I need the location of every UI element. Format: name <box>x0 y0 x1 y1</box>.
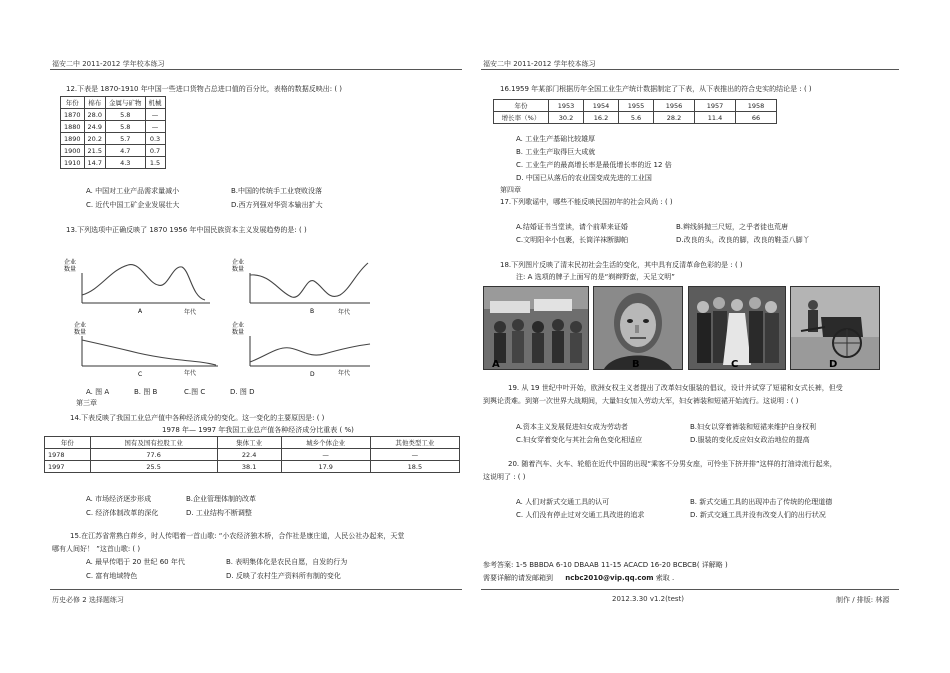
table-row <box>61 145 166 157</box>
photo-label: B <box>632 359 640 370</box>
table-cell: 17.9 <box>281 461 370 473</box>
q12-option-d: D.西方列强对华资本输出扩大 <box>231 201 323 209</box>
table-cell: — <box>145 109 165 121</box>
y-axis-label: 企业 <box>64 259 77 266</box>
table-cell: 1870 <box>61 109 85 121</box>
table-row <box>45 437 460 449</box>
table-cell: 城乡个体企业 <box>281 437 370 449</box>
table-row <box>494 112 777 124</box>
q19-option-c: C.妇女穿着变化与其社会角色变化相适应 <box>516 436 643 444</box>
trend-curve <box>250 344 370 362</box>
table-cell: 0.7 <box>145 145 165 157</box>
x-axis-label: 年代 <box>338 309 351 316</box>
table-cell: 1910 <box>61 157 85 169</box>
y-axis-label: 数量 <box>64 266 77 273</box>
table-cell: 其他类型工业 <box>370 437 459 449</box>
y-axis-label: 数量 <box>232 266 245 273</box>
table-cell: 1956 <box>654 100 695 112</box>
trend-curve <box>82 265 205 300</box>
q12-option-b: B.中国的传统手工业衰败没落 <box>231 187 323 195</box>
table-cell: 66 <box>736 112 777 124</box>
table-cell: 1953 <box>549 100 584 112</box>
table-cell: 年份 <box>494 100 549 112</box>
table-cell: 棉布 <box>84 97 105 109</box>
q18-stem: 18.下列图片反映了清末民初社会生活的变化，其中具有反清革命色彩的是 : ( ) <box>500 261 743 269</box>
chart-label: D <box>310 371 315 378</box>
q15-option-b: B. 表明集体化是农民自愿，自发的行为 <box>226 558 348 566</box>
q14-option-c: C. 经济体制改革的深化 <box>86 509 159 517</box>
table-cell: 5.6 <box>619 112 654 124</box>
footer-center: 2012.3.30 v1.2(test) <box>612 595 685 603</box>
table-cell: 22.4 <box>217 449 281 461</box>
q13-chart-a <box>60 255 220 315</box>
chapter-heading: 第四章 <box>500 186 521 194</box>
y-axis-label: 企业 <box>74 322 87 329</box>
photo-label: D <box>829 359 838 370</box>
q15-stem-line2: 哪有人间好！ ”这首山歌: ( ) <box>52 545 141 553</box>
q14-option-b: B.企业管理体制的改革 <box>186 495 257 503</box>
q13-option-d: D. 图 D <box>230 388 255 396</box>
table-cell: 24.9 <box>84 121 105 133</box>
table-cell: 16.2 <box>584 112 619 124</box>
footer-rule-left <box>50 589 462 590</box>
x-axis-label: 年代 <box>184 309 197 316</box>
table-cell: 1900 <box>61 145 85 157</box>
q15-stem-line1: 15.在江苏省常熟白茆乡，时人传唱着一首山歌: “小农经济独木桥，合作社是康庄道，人民公社办起来，天堂 <box>70 532 405 540</box>
trend-curve <box>250 263 368 297</box>
q18-photo-d <box>790 286 880 370</box>
q17-option-c: C.文明阳伞小包裹，长筒洋袜断脚帕 <box>516 236 629 244</box>
q13-chart-c <box>60 318 225 378</box>
q13-option-c: C.图 C <box>184 388 206 396</box>
q16-table <box>493 99 777 124</box>
q12-table <box>60 96 166 169</box>
q13-chart-d <box>230 318 380 378</box>
table-cell: 年份 <box>45 437 91 449</box>
q12-option-a: A. 中国对工业产品需求量减小 <box>86 187 180 195</box>
table-cell: 1997 <box>45 461 91 473</box>
table-row <box>61 109 166 121</box>
x-axis-label: 年代 <box>184 370 197 377</box>
q14-table <box>44 436 460 473</box>
table-cell: 1958 <box>736 100 777 112</box>
table-row <box>61 97 166 109</box>
q19-option-d: D.服装的变化反应妇女政治地位的提高 <box>690 436 810 444</box>
email-link[interactable]: ncbc2010@vip.qq.com <box>565 574 654 582</box>
table-cell: 18.5 <box>370 461 459 473</box>
y-axis-label: 数量 <box>74 329 87 336</box>
table-cell: 增长率（%） <box>494 112 549 124</box>
answer-request <box>483 573 674 583</box>
q19-stem-line2: 到舆论责难。到第一次世界大战期间，大量妇女加入劳动大军，妇女裤装和短裙开始流行。这说明 : ( ) <box>483 397 799 405</box>
table-cell: 5.7 <box>106 133 146 145</box>
table-cell: 1.5 <box>145 157 165 169</box>
q20-option-d: D. 新式交通工具并没有改变人们的出行状况 <box>690 511 826 519</box>
q16-option-a: A. 工业生产基础比较雄厚 <box>516 135 596 143</box>
table-row <box>61 133 166 145</box>
table-row <box>494 100 777 112</box>
table-cell: 国有及国有控股工业 <box>90 437 217 449</box>
q14-option-d: D. 工业结构不断调整 <box>186 509 252 517</box>
table-cell: 年份 <box>61 97 85 109</box>
photo-label: A <box>492 359 500 370</box>
chapter-heading: 第三章 <box>76 399 97 407</box>
q14-stem: 14.下表反映了我国工业总产值中各种经济成分的变化。这一变化的主要原因是: ( ) <box>70 414 325 422</box>
table-cell: 金属与矿物 <box>106 97 146 109</box>
table-cell: 1954 <box>584 100 619 112</box>
table-cell: 机械 <box>145 97 165 109</box>
chart-label: A <box>138 308 143 315</box>
table-row <box>61 121 166 133</box>
y-axis-label: 企业 <box>232 322 245 329</box>
table-cell: 21.5 <box>84 145 105 157</box>
header-rule-right <box>481 69 899 70</box>
q14-option-a: A. 市场经济逐步形成 <box>86 495 152 503</box>
table-cell: — <box>281 449 370 461</box>
chart-label: C <box>138 371 143 378</box>
table-cell: 1955 <box>619 100 654 112</box>
header-right: 福安二中 2011-2012 学年校本练习 <box>483 60 596 68</box>
footer-right: 制作 / 排版: 林源 <box>836 596 890 604</box>
table-cell: 14.7 <box>84 157 105 169</box>
q18-photo-b <box>593 286 683 370</box>
table-cell: 集体工业 <box>217 437 281 449</box>
chart-label: B <box>310 308 315 315</box>
q16-option-d: D. 中国已从落后的农业国变成先进的工业国 <box>516 174 652 182</box>
q18-note: 注: A 选项的牌子上面写的是“剃辫野蛮，天足文明” <box>516 273 675 281</box>
table-cell: 0.3 <box>145 133 165 145</box>
trend-curve <box>82 340 216 365</box>
table-cell: 28.2 <box>654 112 695 124</box>
table-row <box>45 449 460 461</box>
header-rule-left <box>50 69 462 70</box>
answer-key: 参考答案: 1-5 BBBDA 6-10 DBAAB 11-15 ACACD 16-20 BCBCB( 详解略 ) <box>483 561 728 569</box>
q19-option-a: A.资本主义发展促进妇女成为劳动者 <box>516 423 628 431</box>
q19-option-b: B.妇女以穿着裤装和短裙来维护自身权利 <box>690 423 817 431</box>
q20-stem-line2: 这说明了 : ( ) <box>483 473 526 481</box>
q18-photo-c <box>688 286 786 370</box>
x-axis-label: 年代 <box>338 370 351 377</box>
answer-request-prefix: 需要详解的请发邮箱到 <box>483 574 553 582</box>
table-cell: 28.0 <box>84 109 105 121</box>
table-cell: 1890 <box>61 133 85 145</box>
y-axis-label: 企业 <box>232 259 245 266</box>
y-axis-label: 数量 <box>232 329 245 336</box>
q15-option-d: D. 反映了农村生产资料所有制的变化 <box>226 572 341 580</box>
photo-label: C <box>731 359 739 370</box>
table-cell: 5.8 <box>106 109 146 121</box>
table-cell: 20.2 <box>84 133 105 145</box>
table-cell: 1880 <box>61 121 85 133</box>
q13-option-b: B. 图 B <box>134 388 158 396</box>
table-row <box>45 461 460 473</box>
q15-option-a: A. 最早传唱于 20 世纪 60 年代 <box>86 558 185 566</box>
q15-option-c: C. 富有地域特色 <box>86 572 138 580</box>
q20-option-c: C. 人们没有停止过对交通工具改进的追求 <box>516 511 645 519</box>
table-cell: 1957 <box>695 100 736 112</box>
table-cell: 4.3 <box>106 157 146 169</box>
footer-rule-right <box>481 589 899 590</box>
answer-request-suffix: 索取 . <box>655 574 675 582</box>
table-cell: 4.7 <box>106 145 146 157</box>
table-row <box>61 157 166 169</box>
table-cell: — <box>145 121 165 133</box>
q16-option-b: B. 工业生产取得巨大成就 <box>516 148 596 156</box>
q17-option-b: B.辫线斜抛三尺短，之乎者徒也荒唐 <box>676 223 789 231</box>
q20-option-b: B. 新式交通工具的出现冲击了传统的伦理道德 <box>690 498 833 506</box>
q13-stem: 13.下列选项中正确反映了 1870 1956 年中国民族资本主义发展趋势的是: ( ) <box>66 226 307 234</box>
table-cell: 5.8 <box>106 121 146 133</box>
header-left: 福安二中 2011-2012 学年校本练习 <box>52 60 165 68</box>
table-cell: 25.5 <box>90 461 217 473</box>
q20-option-a: A. 人们对新式交通工具的认可 <box>516 498 610 506</box>
q17-stem: 17.下列歌谣中，哪些不能反映民国初年的社会风尚 : ( ) <box>500 198 673 206</box>
table-cell: 38.1 <box>217 461 281 473</box>
q19-stem-line1: 19. 从 19 世纪中叶开始，欧洲女权主义者提出了改革妇女服装的倡议，设计并试穿了短裙和女式长裤，但受 <box>508 384 843 392</box>
q13-option-a: A. 图 A <box>86 388 110 396</box>
q16-option-c: C. 工业生产的最高增长率是最低增长率的近 12 倍 <box>516 161 672 169</box>
q12-option-c: C. 近代中国工矿企业发展壮大 <box>86 201 180 209</box>
table-cell: 1978 <box>45 449 91 461</box>
table-cell: — <box>370 449 459 461</box>
table-cell: 11.4 <box>695 112 736 124</box>
q17-option-a: A.结婚证书当堂读，请个前辈来证婚 <box>516 223 628 231</box>
q17-option-d: D.改良的头，改良的脚，改良的鞋歪八脚丫 <box>676 236 810 244</box>
table-cell: 77.6 <box>90 449 217 461</box>
q20-stem-line1: 20. 随着汽车、火车、轮船在近代中国的出现“乘客不分男女座，可怜坐下挤并排”这样的打油诗流行起来， <box>508 460 837 468</box>
q14-caption: 1978 年— 1997 年我国工业总产值各种经济成分比重表 ( %) <box>162 426 354 434</box>
footer-left: 历史必修 2 选择题练习 <box>52 596 124 604</box>
q18-photo-a <box>483 286 589 370</box>
q12-stem: 12.下表是 1870-1910 年中国一些进口货物占总进口值的百分比，表格的数据反映出: ( ) <box>66 85 343 93</box>
q16-stem: 16.1959 年某部门根据历年全国工业生产统计数据制定了下表，从下表推出的符合史实的结论是 : ( ) <box>500 85 812 93</box>
table-cell: 30.2 <box>549 112 584 124</box>
q13-chart-b <box>230 255 380 315</box>
